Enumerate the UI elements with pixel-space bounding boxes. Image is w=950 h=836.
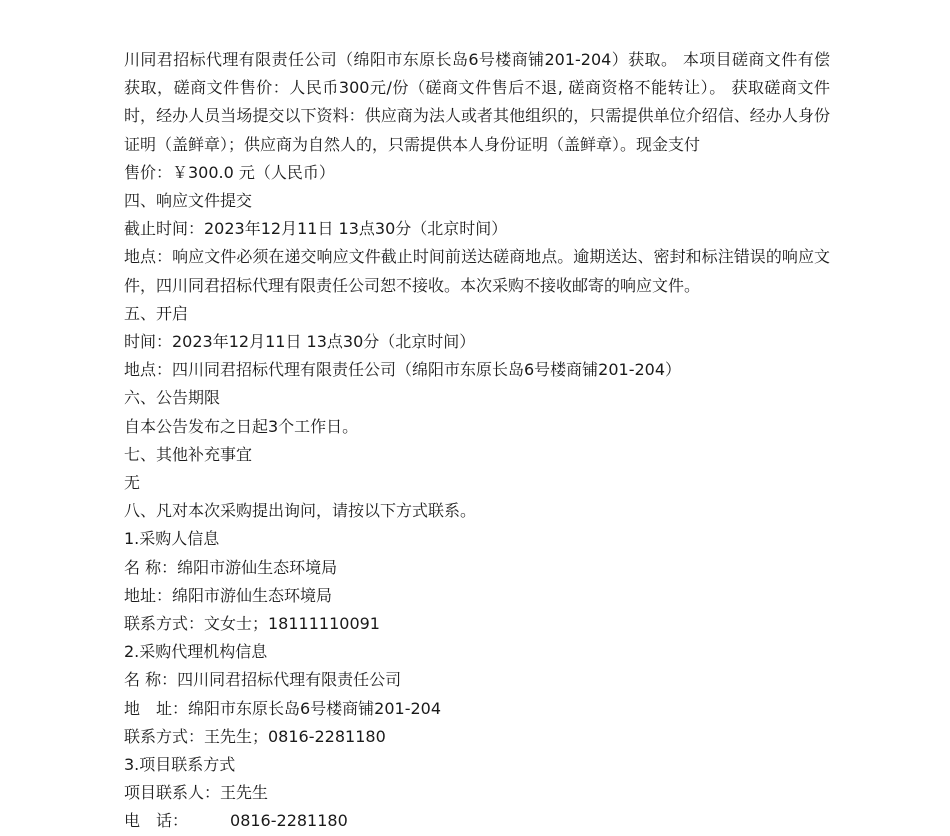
- purchaser-contact: 联系方式：文女士；18111110091: [124, 614, 380, 634]
- section-heading-submission: 四、响应文件提交: [124, 191, 253, 211]
- purchaser-heading: 1.采购人信息: [124, 529, 220, 549]
- purchaser-name: 名 称：绵阳市游仙生态环境局: [124, 557, 338, 577]
- acquisition-paragraph: 川同君招标代理有限责任公司（绵阳市东原长岛6号楼商铺201-204）获取。 本项目磋商文件有偿获取，磋商文件售价：人民币300元/份（磋商文件售后不退, 磋商资格不能转让）。 获取磋商文件时，经办人员当场提交以下资料：供应商为法人或者其他组织的，只需提供单位介绍信、经办人身份证明（盖鲜章）；供应商为自然人的，只需提供本人身份证明（盖鲜章）。现金支付: [124, 50, 830, 154]
- notice-period-text: 自本公告发布之日起3个工作日。: [124, 416, 359, 436]
- document-price: 售价：￥300.0 元（人民币）: [124, 162, 335, 182]
- document-body: [124, 46, 830, 836]
- section-heading-other-matters: 七、其他补充事宜: [124, 444, 253, 464]
- submission-location: 地点：响应文件必须在递交响应文件截止时间前送达磋商地点。逾期送达、密封和标注错误的响应文件，四川同君招标代理有限责任公司恕不接收。本次采购不接收邮寄的响应文件。: [124, 247, 830, 295]
- other-matters-text: 无: [124, 473, 141, 493]
- agency-address: 地 址：绵阳市东原长岛6号楼商铺201-204: [124, 698, 442, 718]
- opening-time: 时间：2023年12月11日 13点30分（北京时间）: [124, 332, 476, 352]
- project-contact-phone: [124, 807, 830, 835]
- agency-contact: 联系方式：王先生；0816-2281180: [124, 726, 386, 746]
- section-heading-notice-period: 六、公告期限: [124, 388, 221, 408]
- project-contact-person: 项目联系人：王先生: [124, 783, 269, 803]
- phone-label: 电 话：: [124, 811, 189, 831]
- opening-location: 地点：四川同君招标代理有限责任公司（绵阳市东原长岛6号楼商铺201-204）: [124, 360, 682, 380]
- project-contact-heading: 3.项目联系方式: [124, 755, 236, 775]
- agency-heading: 2.采购代理机构信息: [124, 642, 268, 662]
- purchaser-address: 地址：绵阳市游仙生态环境局: [124, 585, 333, 605]
- section-heading-contact: 八、凡对本次采购提出询问，请按以下方式联系。: [124, 501, 477, 521]
- agency-name: 名 称：四川同君招标代理有限责任公司: [124, 670, 402, 690]
- submission-deadline: 截止时间：2023年12月11日 13点30分（北京时间）: [124, 219, 508, 239]
- section-heading-opening: 五、开启: [124, 303, 189, 323]
- phone-value: 0816-2281180: [230, 811, 348, 831]
